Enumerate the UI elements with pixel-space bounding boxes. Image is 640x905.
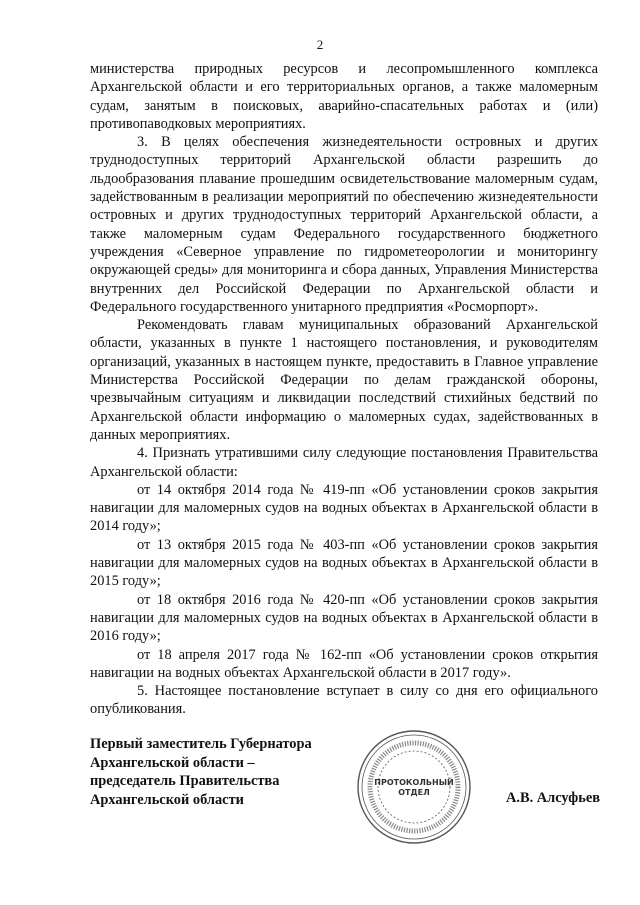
paragraph: министерства природных ресурсов и лесопромышленного комплекса Архангельской области и его территориальных органов, а также маломерным судам, занятым в поисковых, аварийно-спасательных работах и (или) противопаводковых мероприятиях. <box>90 61 598 132</box>
svg-text:ОТДЕЛ: ОТДЕЛ <box>398 788 430 797</box>
signature-title <box>90 735 320 809</box>
paragraph: 3. В целях обеспечения жизнедеятельности островных и других труднодоступных территорий Архангельской области разрешить до льдообразования плавание прошедшим освидетельствование маломерным судам, задействованным в реализации мероприятий по обеспечению жизнедеятельности островных и других труднодоступных территорий Архангельской области, а также маломерным судам Федерального государственного бюджетного учреждения «Северное управление по гидрометеорологии и мониторингу окружающей среды» для мониторинга и сбора данных, Управления Министерства внутренних дел Российской Федерации по Архангельской области и Федерального государственного унитарного предприятия «Росморпорт». <box>90 134 598 315</box>
signature-line: председатель Правительства <box>90 773 280 789</box>
paragraph: Рекомендовать главам муниципальных образований Архангельской области, указанных в пункте 1 настоящего постановления, и руководителям организаций, указанных в настоящем пункте, предоставить в Главное управление Министерства Российской Федерации по делам гражданской обороны, чрезвычайным ситуациям и ликвидации последствий стихийных бедствий по Архангельской области информацию о маломерных судах, задействованных в данных мероприятиях. <box>90 317 598 443</box>
page-number: 2 <box>316 37 324 52</box>
signature-line: Первый заместитель Губернатора <box>90 736 312 752</box>
paragraph: от 13 октября 2015 года № 403-пп «Об установлении сроков закрытия навигации для маломерных судов на водных объектах в Архангельской области в 2015 году»; <box>90 536 598 590</box>
paragraph: от 18 октября 2016 года № 420-пп «Об установлении сроков закрытия навигации для маломерных судов на водных объектах в Архангельской области в 2016 году»; <box>90 591 598 645</box>
signature-line: Архангельской области – <box>90 754 255 771</box>
svg-text:ПРОТОКОЛЬНЫЙ: ПРОТОКОЛЬНЫЙ <box>374 778 454 787</box>
paragraph: 5. Настоящее постановление вступает в силу со дня его официального опубликования. <box>90 683 598 718</box>
paragraph: от 18 апреля 2017 года № 162-пп «Об установлении сроков открытия навигации на водных объектах Архангельской области в 2017 году». <box>90 646 598 681</box>
signature-line: Архангельской области <box>90 791 244 808</box>
signatory-name: А.В. Алсуфьев <box>505 790 600 806</box>
document-body <box>90 60 598 719</box>
paragraph: от 14 октября 2014 года № 419-пп «Об установлении сроков закрытия навигации для маломерных судов на водных объектах в Архангельской области в 2014 году»; <box>90 481 598 535</box>
official-seal <box>355 728 473 846</box>
paragraph: 4. Признать утратившими силу следующие постановления Правительства Архангельской области: <box>90 445 598 480</box>
